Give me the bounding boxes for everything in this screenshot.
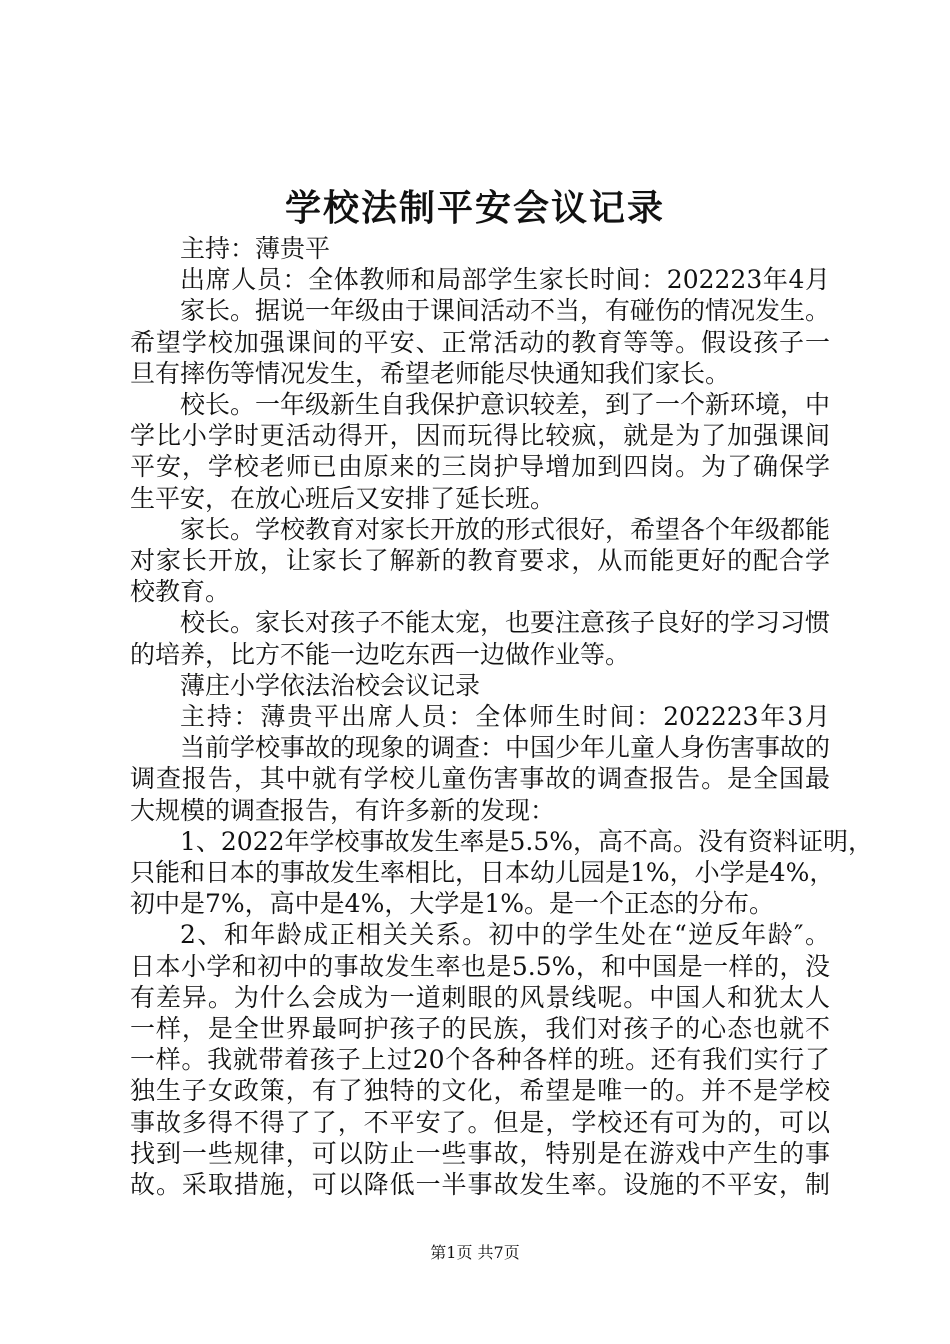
text-line: 独生子女政策，有了独特的文化，希望是唯一的。并不是学校 bbox=[130, 1076, 830, 1105]
text-line: 调查报告，其中就有学校儿童伤害事故的调查报告。是全国最 bbox=[130, 764, 830, 793]
text-line: 一样。我就带着孩子上过20个各种各样的班。还有我们实行了 bbox=[130, 1045, 830, 1074]
text-line: 学比小学时更活动得开，因而玩得比较疯，就是为了加强课间 bbox=[130, 421, 830, 450]
text-line: 校长。家长对孩子不能太宠，也要注意孩子良好的学习习惯 bbox=[180, 608, 831, 637]
text-line: 家长。据说一年级由于课间活动不当，有碰伤的情况发生。 bbox=[180, 296, 831, 325]
text-line: 有差异。为什么会成为一道刺眼的风景线呢。中国人和犹太人 bbox=[130, 983, 830, 1012]
text-line: 日本小学和初中的事故发生率也是5.5%，和中国是一样的，没 bbox=[130, 952, 830, 981]
text-line: 的培养，比方不能一边吃东西一边做作业等。 bbox=[130, 640, 631, 669]
text-line: 只能和日本的事故发生率相比，日本幼儿园是1%，小学是4%， bbox=[130, 858, 835, 887]
text-line: 旦有摔伤等情况发生，希望老师能尽快通知我们家长。 bbox=[130, 359, 731, 388]
text-line: 1、2022年学校事故发生率是5.5%，高不高。没有资料证明， bbox=[180, 827, 874, 856]
text-line: 当前学校事故的现象的调查：中国少年儿童人身伤害事故的 bbox=[180, 733, 831, 762]
text-line: 希望学校加强课间的平安、正常活动的教育等等。假设孩子一 bbox=[130, 328, 830, 357]
text-line: 平安，学校老师已由原来的三岗护导增加到四岗。为了确保学 bbox=[130, 452, 830, 481]
text-line: 找到一些规律，可以防止一些事故，特别是在游戏中产生的事 bbox=[130, 1139, 830, 1168]
text-line: 主持：薄贵平出席人员：全体师生时间：202223年3月 bbox=[180, 702, 830, 731]
text-line: 家长。学校教育对家长开放的形式很好，希望各个年级都能 bbox=[180, 515, 831, 544]
text-line: 故。采取措施，可以降低一半事故发生率。设施的不平安，制 bbox=[130, 1170, 830, 1199]
text-line: 生平安，在放心班后又安排了延长班。 bbox=[130, 484, 556, 513]
document-title: 学校法制平安会议记录 bbox=[284, 187, 665, 229]
text-line: 对家长开放，让家长了解新的教育要求，从而能更好的配合学 bbox=[130, 546, 830, 575]
text-line: 一样，是全世界最呵护孩子的民族，我们对孩子的心态也就不 bbox=[130, 1014, 830, 1043]
section-heading: 薄庄小学依法治校会议记录 bbox=[180, 671, 481, 700]
text-line: 主持：薄贵平 bbox=[180, 234, 331, 263]
text-line: 2、和年龄成正相关关系。初中的学生处在“逆反年龄″。 bbox=[180, 920, 830, 949]
text-line: 初中是7%，高中是4%，大学是1%。是一个正态的分布。 bbox=[130, 889, 774, 918]
text-line: 校长。一年级新生自我保护意识较差，到了一个新环境，中 bbox=[180, 390, 831, 419]
text-line: 事故多得不得了了，不平安了。但是，学校还有可为的，可以 bbox=[130, 1108, 830, 1137]
text-line: 出席人员：全体教师和局部学生家长时间：202223年4月 bbox=[180, 265, 830, 294]
text-line: 校教育。 bbox=[130, 577, 231, 606]
page-number: 第1页 共7页 bbox=[430, 1243, 520, 1262]
text-line: 大规模的调查报告，有许多新的发现： bbox=[130, 796, 556, 825]
